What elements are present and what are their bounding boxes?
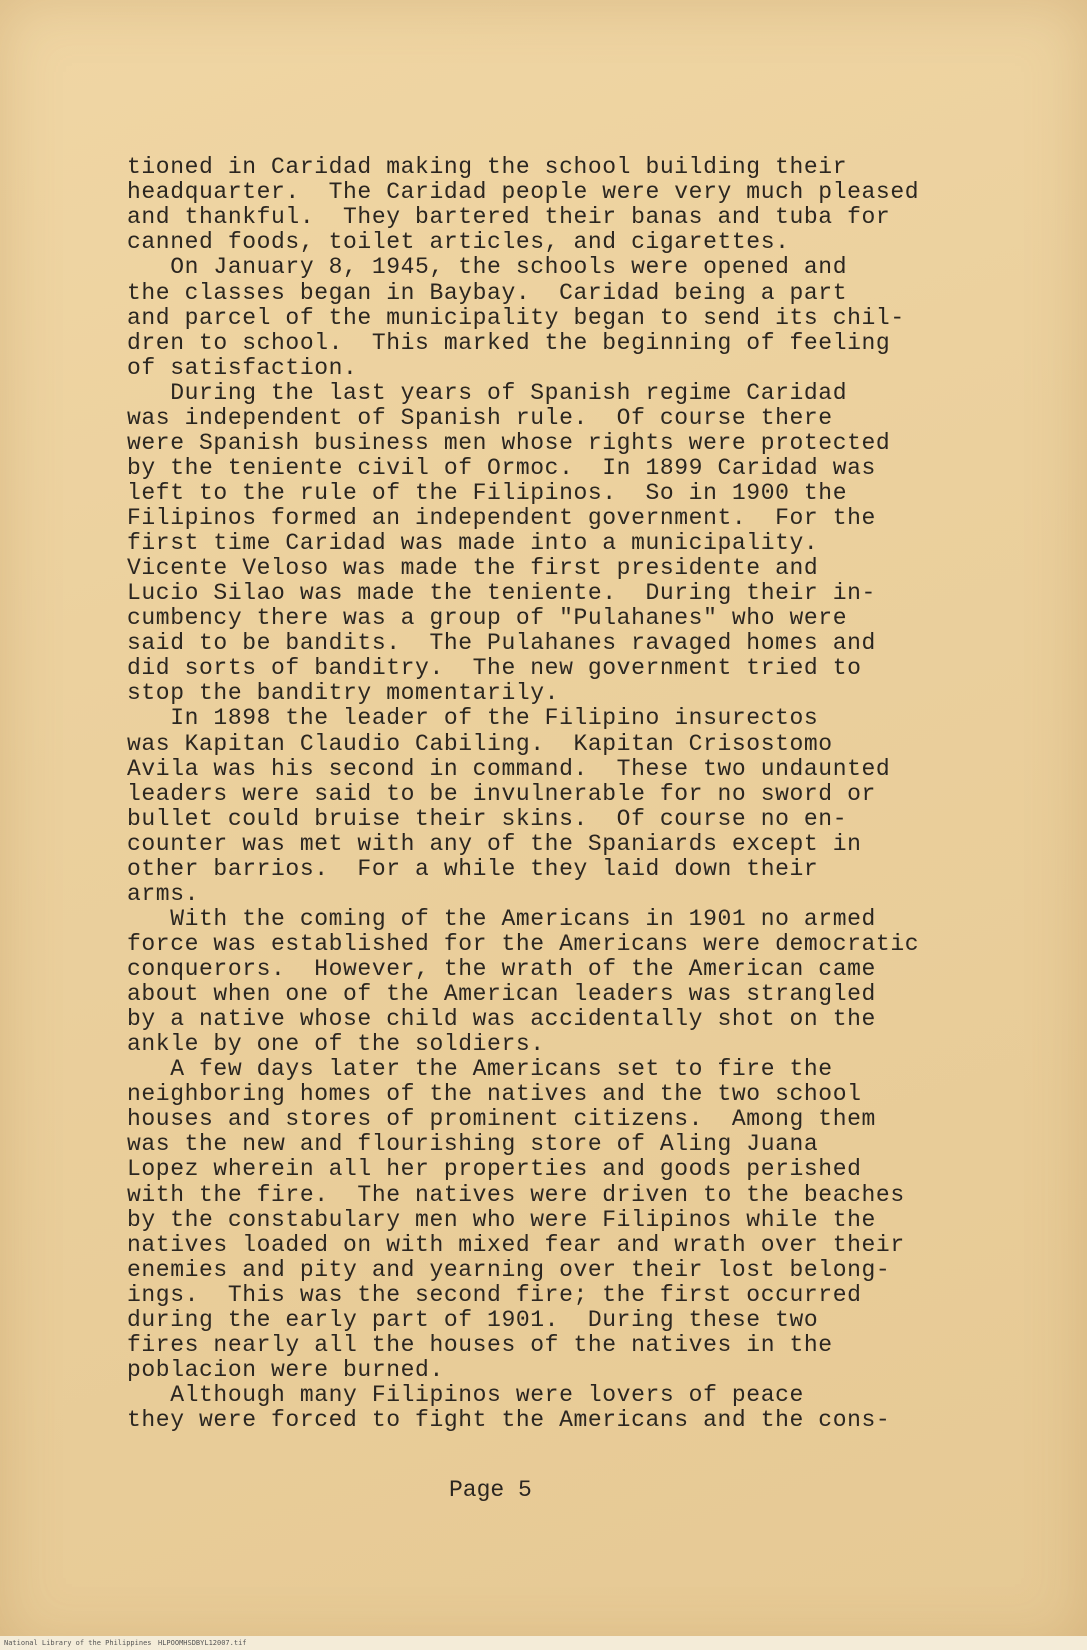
text-line: left to the rule of the Filipinos. So in 1900 the <box>127 480 848 506</box>
text-line: the classes began in Baybay. Caridad being a part <box>127 280 848 306</box>
text-line: houses and stores of prominent citizens. Among them <box>127 1106 876 1132</box>
text-line: other barrios. For a while they laid down their <box>127 856 819 882</box>
text-line: Vicente Veloso was made the first presidente and <box>127 555 819 581</box>
text-line: arms. <box>127 881 200 907</box>
text-line: with the fire. The natives were driven to the beaches <box>127 1182 905 1208</box>
scan-source-label: National Library of the Philippines <box>4 1639 152 1647</box>
text-line: With the coming of the Americans in 1901 no armed <box>127 906 876 932</box>
text-line: counter was met with any of the Spaniards except in <box>127 831 862 857</box>
text-line: bullet could bruise their skins. Of course no en- <box>127 806 848 832</box>
text-line: dren to school. This marked the beginning of feeling <box>127 330 891 356</box>
text-line: canned foods, toilet articles, and cigarettes. <box>127 229 790 255</box>
text-line: of satisfaction. <box>127 355 358 381</box>
text-line: enemies and pity and yearning over their lost belong- <box>127 1257 891 1283</box>
text-line: about when one of the American leaders was strangled <box>127 981 876 1007</box>
text-line: ings. This was the second fire; the first occurred <box>127 1282 862 1308</box>
text-line: Filipinos formed an independent government. For the <box>127 505 876 531</box>
text-line: first time Caridad was made into a municipality. <box>127 530 819 556</box>
text-line: conquerors. However, the wrath of the American came <box>127 956 876 982</box>
text-line: poblacion were burned. <box>127 1357 444 1383</box>
text-line: A few days later the Americans set to fire the <box>127 1056 833 1082</box>
text-line: was Kapitan Claudio Cabiling. Kapitan Crisostomo <box>127 731 833 757</box>
text-line: did sorts of banditry. The new government tried to <box>127 655 862 681</box>
text-line: by a native whose child was accidentally shot on the <box>127 1006 876 1032</box>
text-line: Although many Filipinos were lovers of peace <box>127 1382 804 1408</box>
text-line: headquarter. The Caridad people were very much pleased <box>127 179 920 205</box>
text-line: and parcel of the municipality began to send its chil- <box>127 305 905 331</box>
text-line: stop the banditry momentarily. <box>127 680 560 706</box>
text-line: by the constabulary men who were Filipinos while the <box>127 1207 876 1233</box>
text-line: In 1898 the leader of the Filipino insurectos <box>127 705 819 731</box>
text-line: fires nearly all the houses of the natives in the <box>127 1332 833 1358</box>
text-line: during the early part of 1901. During these two <box>127 1307 819 1333</box>
text-line: Avila was his second in command. These two undaunted <box>127 756 891 782</box>
text-line: by the teniente civil of Ormoc. In 1899 Caridad was <box>127 455 876 481</box>
text-line: During the last years of Spanish regime Caridad <box>127 380 848 406</box>
text-line: they were forced to fight the Americans and the cons- <box>127 1407 891 1433</box>
page-number: Page 5 <box>449 1477 532 1503</box>
text-line: was the new and flourishing store of Aling Juana <box>127 1131 819 1157</box>
text-line: cumbency there was a group of "Pulahanes" who were <box>127 605 848 631</box>
text-line: was independent of Spanish rule. Of course there <box>127 405 833 431</box>
text-line: tioned in Caridad making the school building their <box>127 154 848 180</box>
text-line: Lopez wherein all her properties and goods perished <box>127 1156 862 1182</box>
text-line: said to be bandits. The Pulahanes ravaged homes and <box>127 630 876 656</box>
text-line: Lucio Silao was made the teniente. During their in- <box>127 580 876 606</box>
text-line: neighboring homes of the natives and the two school <box>127 1081 862 1107</box>
text-line: force was established for the Americans were democratic <box>127 931 920 957</box>
text-line: ankle by one of the soldiers. <box>127 1031 545 1057</box>
text-line: were Spanish business men whose rights were protected <box>127 430 891 456</box>
text-line: leaders were said to be invulnerable for no sword or <box>127 781 876 807</box>
scan-file-id: HLPOOMHSDBYL12007.tif <box>158 1639 247 1647</box>
text-line: natives loaded on with mixed fear and wrath over their <box>127 1232 905 1258</box>
text-line: On January 8, 1945, the schools were opened and <box>127 254 848 280</box>
text-line: and thankful. They bartered their banas and tuba for <box>127 204 891 230</box>
